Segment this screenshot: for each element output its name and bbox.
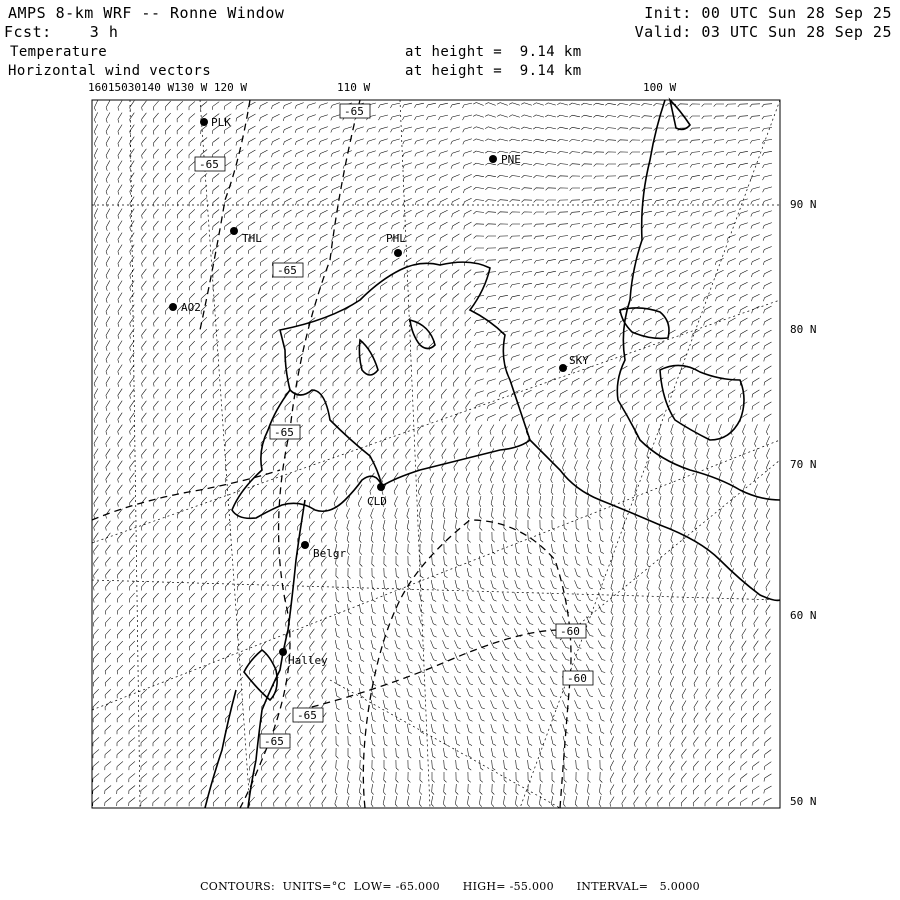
field-temperature: Temperature — [10, 44, 108, 60]
svg-text:AO2: AO2 — [181, 301, 201, 314]
wind-vectors — [93, 100, 772, 806]
svg-text:CLD: CLD — [367, 495, 387, 508]
svg-text:Halley: Halley — [288, 654, 328, 667]
coastline — [205, 100, 780, 808]
longitude-labels — [88, 81, 676, 94]
field-wind-vectors: Horizontal wind vectors — [8, 63, 212, 79]
latitude-labels — [790, 198, 817, 808]
svg-text:THL: THL — [242, 232, 262, 245]
field-height-2: at height = 9.14 km — [405, 63, 582, 79]
svg-text:-65: -65 — [274, 426, 294, 439]
field-height-1: at height = 9.14 km — [405, 44, 582, 60]
map-frame — [92, 100, 780, 808]
svg-text:SKY: SKY — [569, 354, 589, 367]
contour-summary: CONTOURS: UNITS=°C LOW= -65.000 HIGH= -55.000 INTERVAL= 5.0000 — [200, 880, 700, 893]
contour-label — [556, 624, 586, 638]
contour-label — [260, 734, 290, 748]
graticule — [92, 100, 780, 808]
contour-label — [340, 104, 370, 118]
lat-label-70n: 70 N — [790, 458, 817, 471]
station-pne — [489, 153, 521, 166]
contour-label — [563, 671, 593, 685]
lat-label-80n: 80 N — [790, 323, 817, 336]
valid-time: Valid: 03 UTC Sun 28 Sep 25 — [634, 23, 892, 41]
svg-text:PLK: PLK — [211, 116, 231, 129]
station-belgr — [301, 541, 346, 560]
svg-text:-65: -65 — [199, 158, 219, 171]
temperature-contours — [92, 100, 571, 808]
station-thl — [230, 227, 262, 245]
lon-label-110w: 110 W — [337, 81, 371, 94]
contour-label — [270, 425, 300, 439]
contour-label — [273, 263, 303, 277]
station-phl — [386, 232, 406, 257]
lon-label-cluster: 16015030140 W130 W 120 W — [88, 81, 247, 94]
svg-text:-60: -60 — [567, 672, 587, 685]
svg-text:PNE: PNE — [501, 153, 521, 166]
svg-text:PHL: PHL — [386, 232, 406, 245]
svg-text:-65: -65 — [277, 264, 297, 277]
svg-text:-60: -60 — [560, 625, 580, 638]
svg-text:Belgr: Belgr — [313, 547, 347, 560]
svg-text:-65: -65 — [297, 709, 317, 722]
station-halley — [279, 648, 328, 667]
contour-label — [293, 708, 323, 722]
station-plk — [200, 116, 231, 129]
lat-label-90n: 90 N — [790, 198, 817, 211]
contour-label — [195, 157, 225, 171]
map-title: AMPS 8-km WRF -- Ronne Window — [8, 4, 285, 22]
wind-vector-field — [93, 100, 772, 806]
station-cld — [367, 483, 387, 508]
station-sky — [559, 354, 589, 372]
lat-label-60n: 60 N — [790, 609, 817, 622]
svg-text:-65: -65 — [264, 735, 284, 748]
init-time: Init: 00 UTC Sun 28 Sep 25 — [644, 4, 892, 22]
lon-label-100w: 100 W — [643, 81, 677, 94]
forecast-hour: Fcst: 3 h — [4, 23, 119, 41]
lat-label-50n: 50 N — [790, 795, 817, 808]
station-ao2 — [169, 301, 201, 314]
svg-text:-65: -65 — [344, 105, 364, 118]
